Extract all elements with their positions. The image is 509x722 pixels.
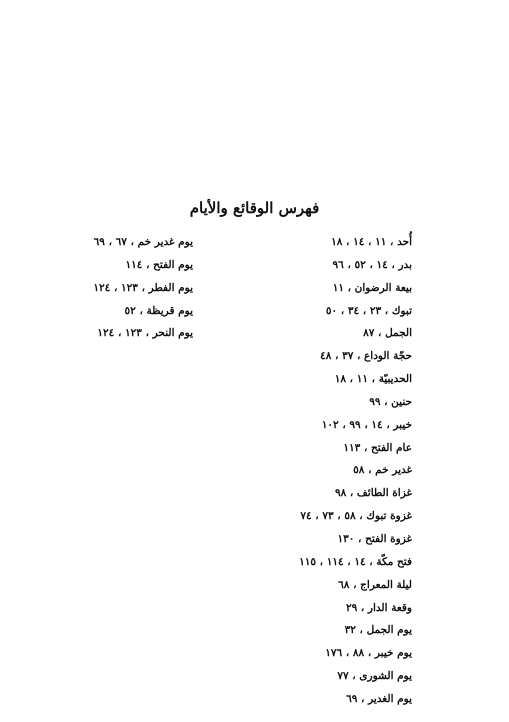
index-entry: حنين ، ٩٩ bbox=[369, 395, 412, 408]
index-entry: وقعة الدار ، ٢٩ bbox=[345, 601, 412, 614]
index-entry: يوم الجمل ، ٣٢ bbox=[344, 624, 412, 637]
index-entry: عام الفتح ، ١١٣ bbox=[343, 441, 412, 454]
index-entry: حجّة الوداع ، ٣٧ ، ٤٨ bbox=[320, 350, 412, 363]
index-column-left bbox=[23, 231, 193, 345]
index-entry: يوم الغدير ، ٦٩ bbox=[346, 692, 412, 705]
index-entry: أُحد ، ١١ ، ١٤ ، ١٨ bbox=[331, 236, 412, 248]
index-entry: يوم النحر ، ١٢٣ ، ١٢٤ bbox=[97, 327, 193, 340]
page-title: فهرس الوقائع والأيام bbox=[189, 199, 320, 217]
index-entry: الحديبيّة ، ١١ ، ١٨ bbox=[334, 373, 412, 386]
index-entry: الجمل ، ٨٧ bbox=[363, 327, 412, 340]
index-entry: خيبر ، ١٤ ، ٩٩ ، ١٠٢ bbox=[321, 418, 412, 431]
index-entry: يوم الفطر ، ١٢٣ ، ١٢٤ bbox=[93, 281, 193, 294]
index-entry: غزاة الطائف ، ٩٨ bbox=[334, 487, 412, 500]
index-entry: يوم الشورى ، ٧٧ bbox=[337, 670, 412, 683]
index-column-right bbox=[192, 231, 412, 711]
index-entry: غزوة تبوك ، ٥٨ ، ٧٣ ، ٧٤ bbox=[300, 510, 412, 523]
index-entry: يوم قريظة ، ٥٢ bbox=[124, 304, 193, 317]
index-entry: تبوك ، ٢٣ ، ٣٤ ، ٥٠ bbox=[325, 304, 412, 317]
index-entry: فتح مكّة ، ١٤ ، ١١٤ ، ١١٥ bbox=[299, 555, 412, 568]
index-entry: يوم خيبر ، ٨٨ ، ١٧٦ bbox=[325, 647, 412, 660]
index-entry: يوم غدير خم ، ٦٧ ، ٦٩ bbox=[93, 236, 193, 248]
index-entry: يوم الفتح ، ١١٤ bbox=[125, 258, 193, 271]
index-entry: غزوة الفتح ، ١٣٠ bbox=[337, 532, 412, 545]
index-entry: بدر ، ١٤ ، ٥٢ ، ٩٦ bbox=[332, 258, 412, 271]
index-entry: ليلة المعراج ، ٦٨ bbox=[338, 578, 412, 591]
index-entry: بيعة الرضوان ، ١١ bbox=[332, 281, 412, 294]
index-entry: غدير خم ، ٥٨ bbox=[353, 464, 412, 477]
